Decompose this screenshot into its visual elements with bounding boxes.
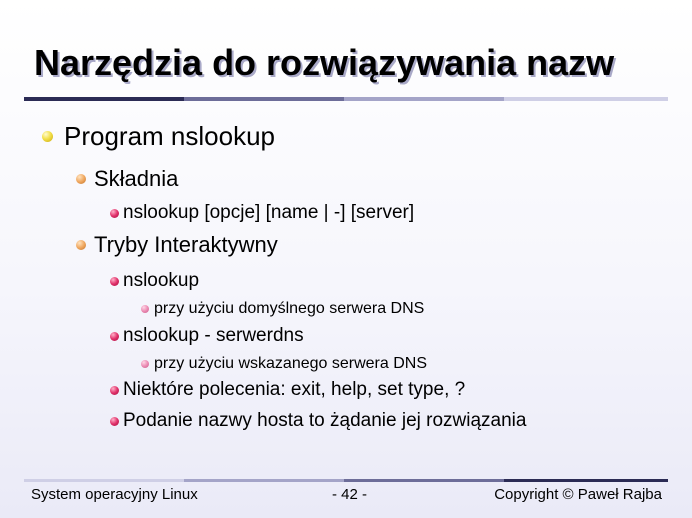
bullet-item-level3 <box>110 379 465 401</box>
bullet-item-level3 <box>110 202 414 224</box>
bullet-icon <box>110 277 119 286</box>
bullet-text: Niektóre polecenia: exit, help, set type, ? <box>123 379 466 400</box>
slide-title: Narzędzia do rozwiązywania nazw <box>34 42 615 83</box>
bullet-text: Tryby Interaktywny <box>94 232 278 257</box>
footer-copyright: Copyright © Paweł Rajba <box>494 486 662 503</box>
bullet-text: Program nslookup <box>64 121 275 151</box>
bullet-text: nslookup [opcje] [name | -] [server] <box>123 202 415 223</box>
bullet-icon <box>110 386 119 395</box>
bullet-icon <box>110 332 119 341</box>
bullet-icon <box>110 417 119 426</box>
bullet-text: nslookup <box>123 270 200 291</box>
bullet-text: nslookup - serwerdns <box>123 325 304 346</box>
bullet-item-level2 <box>76 166 178 192</box>
bullet-item-level1 <box>42 121 275 152</box>
bullet-item-level3 <box>110 270 199 292</box>
bullet-icon <box>76 240 86 250</box>
bullet-icon <box>110 209 119 218</box>
bullet-text: przy użyciu wskazanego serwera DNS <box>154 355 427 372</box>
bullet-item-level3 <box>110 410 526 432</box>
bullet-item-level2 <box>76 232 278 258</box>
bullet-icon <box>76 174 86 184</box>
bullet-item-level4 <box>141 355 427 373</box>
bullet-icon <box>141 305 149 313</box>
bullet-icon <box>42 131 53 142</box>
bullet-icon <box>141 360 149 368</box>
footer-course-name: System operacyjny Linux <box>31 486 198 503</box>
bullet-item-level3 <box>110 325 304 347</box>
footer-page-number: - 42 - <box>332 486 368 503</box>
bullet-text: przy użyciu domyślnego serwera DNS <box>154 300 425 317</box>
footer-divider <box>24 479 668 482</box>
bullet-item-level4 <box>141 300 424 318</box>
bullet-text: Składnia <box>94 166 179 191</box>
bullet-text: Podanie nazwy hosta to żądanie jej rozwiązania <box>123 410 527 431</box>
